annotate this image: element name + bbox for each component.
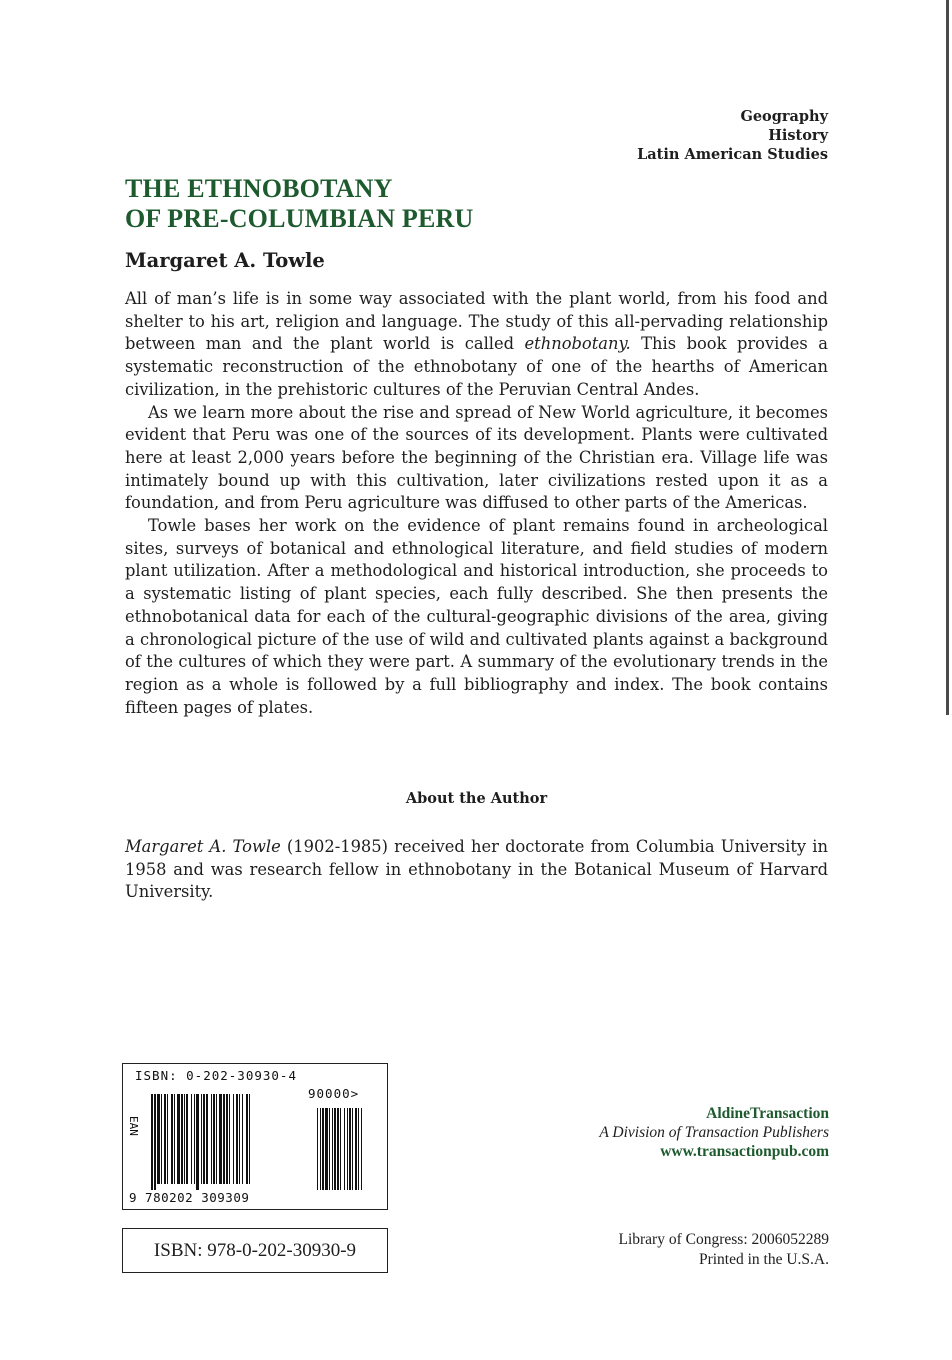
barcode-addon-bar <box>340 1108 341 1190</box>
barcode-addon-bar <box>334 1108 336 1190</box>
barcode-addon-bar <box>325 1108 328 1190</box>
catalog-info <box>618 1230 829 1270</box>
barcode-bar <box>177 1094 180 1184</box>
isbn-13-box <box>122 1228 388 1273</box>
about-author-heading: About the Author <box>405 790 548 807</box>
publisher-division: A Division of Transaction Publishers <box>599 1124 829 1141</box>
publisher-name: AldineTransaction <box>706 1105 829 1122</box>
book-description <box>125 288 828 719</box>
spine-edge <box>946 0 949 715</box>
barcode-addon-bar <box>320 1108 321 1190</box>
barcode-bar <box>181 1094 183 1184</box>
barcode-bar <box>184 1094 185 1184</box>
barcode-bar <box>196 1094 199 1190</box>
subject-categories <box>637 107 828 164</box>
ethnobotany-term: ethnobotany. <box>524 334 631 354</box>
barcode-addon-bar <box>358 1108 359 1190</box>
subject-geography: Geography <box>740 108 828 125</box>
barcode-bar <box>161 1094 162 1184</box>
barcode-addon-bar <box>352 1108 353 1190</box>
publisher-website: www.transactionpub.com <box>660 1143 829 1160</box>
barcode-addon-bar <box>332 1108 333 1190</box>
description-paragraph-1: All of man’s life is in some way associated with the plant world, from his food and shelter to his art, religion and language. The study of this all-pervading relationship between man and the plant world is called ethnobotany. This book provides a systematic reconstruction of the ethnobotany of one of the hearths of American civilization, in the prehistoric cultures of the Peruvian Central Andes. <box>125 289 828 399</box>
barcode-bar <box>239 1094 240 1184</box>
barcode-bar <box>171 1094 173 1184</box>
barcode-bar <box>201 1094 202 1184</box>
barcode-addon-number: 90000> <box>308 1086 360 1101</box>
book-title <box>125 174 473 234</box>
book-title-line-2: OF PRE-COLUMBIAN PERU <box>125 204 474 233</box>
barcode-bar <box>154 1094 156 1190</box>
barcode-bar <box>206 1094 208 1184</box>
description-paragraph-3: Towle bases her work on the evidence of plant remains found in archeological sites, surveys of botanical and ethnological literature, and field studies of modern plant utilization. After a methodological and historical introduction, she proceeds to a systematic listing of plant species, each fully described. She then presents the ethnobotanical data for each of the cultural-geographic divisions of the area, giving a chronological picture of the use of wild and cultivated plants against a background of the cultures of which they were part. A summary of the evolutionary trends in the region as a whole is followed by a full bibliography and index. The book contains fifteen pages of plates. <box>125 516 828 717</box>
barcode-addon-bar <box>322 1108 324 1190</box>
barcode-addon-bar <box>337 1108 339 1190</box>
barcode-bar <box>236 1094 238 1184</box>
barcode-bar <box>194 1094 195 1184</box>
barcode-bar <box>223 1094 225 1184</box>
barcode-bar <box>219 1094 222 1184</box>
barcode-addon-bar <box>349 1108 351 1190</box>
barcode-bar <box>191 1094 192 1184</box>
barcode-bar <box>167 1094 168 1184</box>
book-author: Margaret A. Towle <box>125 249 325 272</box>
library-of-congress-number: Library of Congress: 2006052289 <box>618 1231 829 1248</box>
barcode-addon-bar <box>344 1108 345 1190</box>
barcode-bar <box>174 1094 175 1184</box>
barcode-bar <box>246 1094 248 1184</box>
barcode-addon-bar <box>355 1108 357 1190</box>
description-paragraph-2: As we learn more about the rise and spread of New World agriculture, it becomes evident that Peru was one of the sources of its development. Plants were cultivated here at least 2,000 years before the beginning of the Christian era. Village life was intimately bound up with this cultivation, later civilizations rested upon it as a foundation, and from Peru agriculture was diffused to other parts of the Americas. <box>125 402 828 513</box>
barcode-bar <box>157 1094 160 1184</box>
barcode-addon-bar <box>329 1108 330 1190</box>
barcode-bar <box>164 1094 166 1184</box>
barcode-bar <box>229 1094 230 1184</box>
subject-history: History <box>768 127 828 144</box>
barcode-bar <box>203 1094 205 1184</box>
barcode-bar <box>216 1094 217 1184</box>
barcode-bar <box>226 1094 228 1184</box>
book-title-line-1: THE ETHNOBOTANY <box>125 174 393 203</box>
barcode-addon-bar <box>317 1108 318 1190</box>
barcode-bar <box>186 1094 188 1184</box>
publisher-info <box>599 1104 829 1161</box>
subject-latin-american-studies: Latin American Studies <box>637 146 828 163</box>
barcode-ean-digits: 9 780202 309309 <box>129 1190 250 1205</box>
barcode-bar <box>211 1094 212 1184</box>
barcode-bar <box>151 1094 153 1190</box>
barcode-isbn10-label: ISBN: 0-202-30930-4 <box>135 1068 297 1083</box>
author-bio-name: Margaret A. Towle <box>125 837 281 856</box>
barcode-bars <box>147 1086 383 1190</box>
barcode-bar <box>242 1094 243 1184</box>
barcode-bar <box>233 1094 234 1184</box>
barcode-addon-bar <box>361 1108 362 1190</box>
printed-in: Printed in the U.S.A. <box>698 1251 829 1268</box>
barcode-ean-label: EAN <box>127 1116 140 1136</box>
barcode-addon-bar <box>347 1108 348 1190</box>
barcode <box>122 1063 388 1210</box>
isbn-13: ISBN: 978-0-202-30930-9 <box>153 1239 357 1261</box>
barcode-bar <box>213 1094 215 1184</box>
barcode-bar <box>249 1094 250 1184</box>
author-bio <box>125 836 828 904</box>
author-bio-text: (1902-1985) received her doctorate from Columbia University in 1958 and was research fellow in ethnobotany in the Botanical Museum of Harvard University. <box>125 837 828 902</box>
